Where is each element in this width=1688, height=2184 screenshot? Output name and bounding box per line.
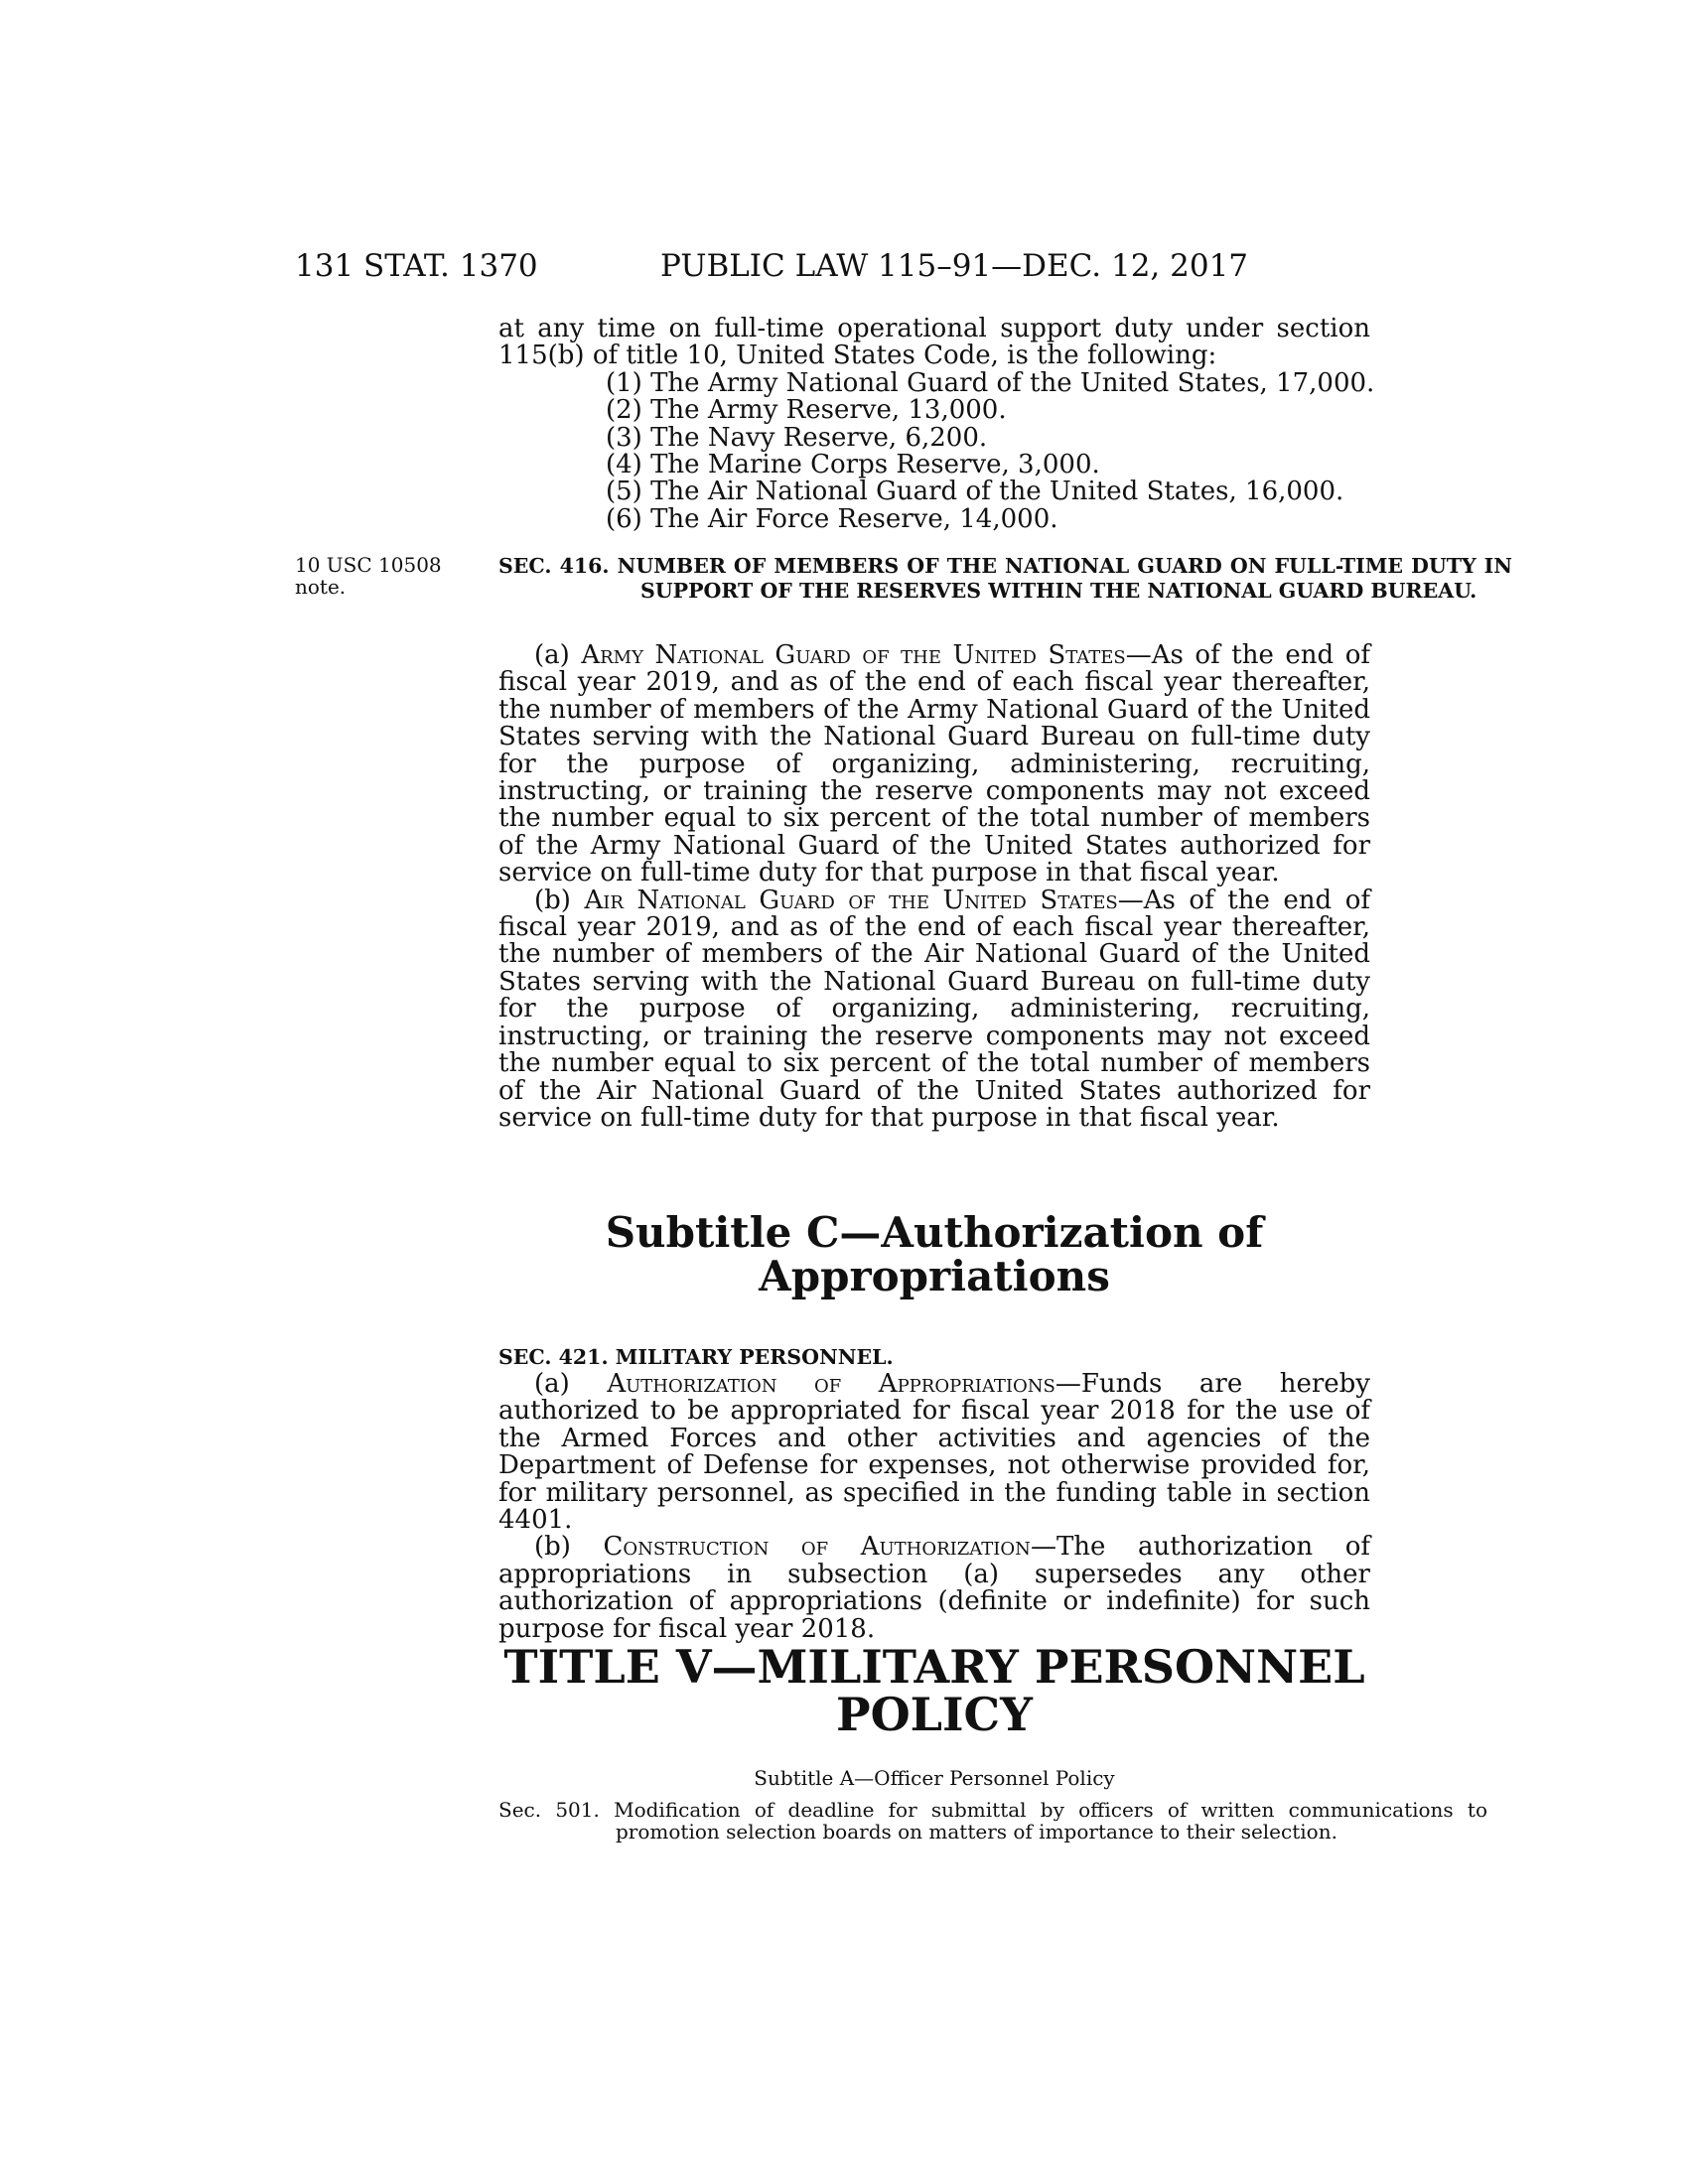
title-heading [498, 1640, 1370, 1741]
subsection-b [498, 1534, 1370, 1643]
subsection-a [498, 642, 1370, 887]
margin-note-suffix: note. [295, 575, 347, 599]
section-title: NUMBER OF MEMBERS OF THE NATIONAL GUARD ON FULL-TIME DUTY IN SUPPORT OF THE RESERVES WITHIN THE NATIONAL GUARD BUREAU. [617, 554, 1513, 603]
toc-entry [498, 1800, 1487, 1843]
title-line: TITLE V—MILITARY PERSONNEL [503, 1640, 1365, 1694]
margin-note [295, 554, 442, 598]
intro-paragraph: at any time on full-time operational support duty under section 115(b) of title 10, United States Code, is the following: [498, 314, 1370, 371]
subsection-b-text: —As of the end of fiscal year 2019, and as of the end of each fiscal year thereafter, the number of members of the Air National Guard of the United States serving with the National Guard Bureau on full-time duty for the purpose of organizing, administering, recruiting, instructing, or training the reserve components may not exceed the number equal to six percent of the total number of members of the Air National Guard of the United States authorized for service on full-time duty for that purpose in that fiscal year. [498, 885, 1371, 1133]
section-416-heading [498, 554, 1512, 604]
section-421-heading: SEC. 421. MILITARY PERSONNEL. [498, 1345, 894, 1369]
subtitle-line: Subtitle C—Authorization of [605, 1208, 1264, 1257]
toc-entry-text: Modification of deadline for submittal by officers of written communications to promotion selection boards on matters of importance to their selection. [614, 1798, 1488, 1843]
title-line: POLICY [836, 1688, 1033, 1741]
margin-note-citation: 10 USC 10508 [295, 553, 442, 577]
toc-subtitle: Subtitle A—Officer Personnel Policy [754, 1766, 1115, 1790]
list-item: (5) The Air National Guard of the United States, 16,000. [606, 477, 1344, 507]
list-item: (6) The Air Force Reserve, 14,000. [606, 503, 1058, 534]
list-item: (1) The Army National Guard of the United States, 17,000. [606, 367, 1375, 398]
subtitle-line: Appropriations [759, 1252, 1110, 1300]
running-header: PUBLIC LAW 115–91—DEC. 12, 2017 [660, 248, 1249, 284]
subsection-b-caption: Construction of Authorization [603, 1532, 1031, 1563]
subsection-a-text: —Funds are hereby authorized to be appropriated for fiscal year 2018 for the use of the Armed Forces and other activities and agencies of the Department of Defense for expenses, not otherwise provided for, for military personnel, as specified in the funding table in section 4401. [498, 1369, 1370, 1536]
subsection-b-caption: Air National Guard of the United States [584, 885, 1118, 915]
subsection-a-prefix: (a) [534, 640, 582, 670]
toc-entry-number: Sec. 501. [498, 1798, 600, 1822]
subsection-a-caption: Army National Guard of the United States [581, 640, 1126, 670]
subsection-a [498, 1371, 1370, 1534]
subsection-a-text: —As of the end of fiscal year 2019, and as of the end of each fiscal year thereafter, the number of members of the Army National Guard of the United States serving with the National Guard Bureau on full-time duty for the purpose of organizing, administering, recruiting, instructing, or training the reserve components may not exceed the number equal to six percent of the total number of members of the Army National Guard of the United States authorized for service on full-time duty for that purpose in that fiscal year. [498, 640, 1370, 888]
page-number: 131 STAT. 1370 [295, 248, 538, 284]
intro-block [498, 314, 1375, 534]
list-item: (3) The Navy Reserve, 6,200. [606, 422, 988, 453]
section-421-body [498, 1371, 1370, 1643]
subsection-a-caption: Authorization of Appropriations [607, 1369, 1055, 1399]
subsection-b-prefix: (b) [534, 1532, 604, 1563]
list-item: (2) The Army Reserve, 13,000. [606, 395, 1007, 426]
subsection-b-prefix: (b) [534, 885, 585, 915]
list-item: (4) The Marine Corps Reserve, 3,000. [606, 450, 1100, 480]
subtitle-heading [498, 1208, 1370, 1300]
section-416-body [498, 642, 1370, 1132]
section-number: SEC. 416. [498, 554, 610, 578]
subsection-a-prefix: (a) [534, 1369, 608, 1399]
subsection-b [498, 887, 1370, 1133]
subsection-b-text: —The authorization of appropriations in subsection (a) supersedes any other authorization of appropriations (definite or indefinite) for such purpose for fiscal year 2018. [498, 1532, 1370, 1644]
